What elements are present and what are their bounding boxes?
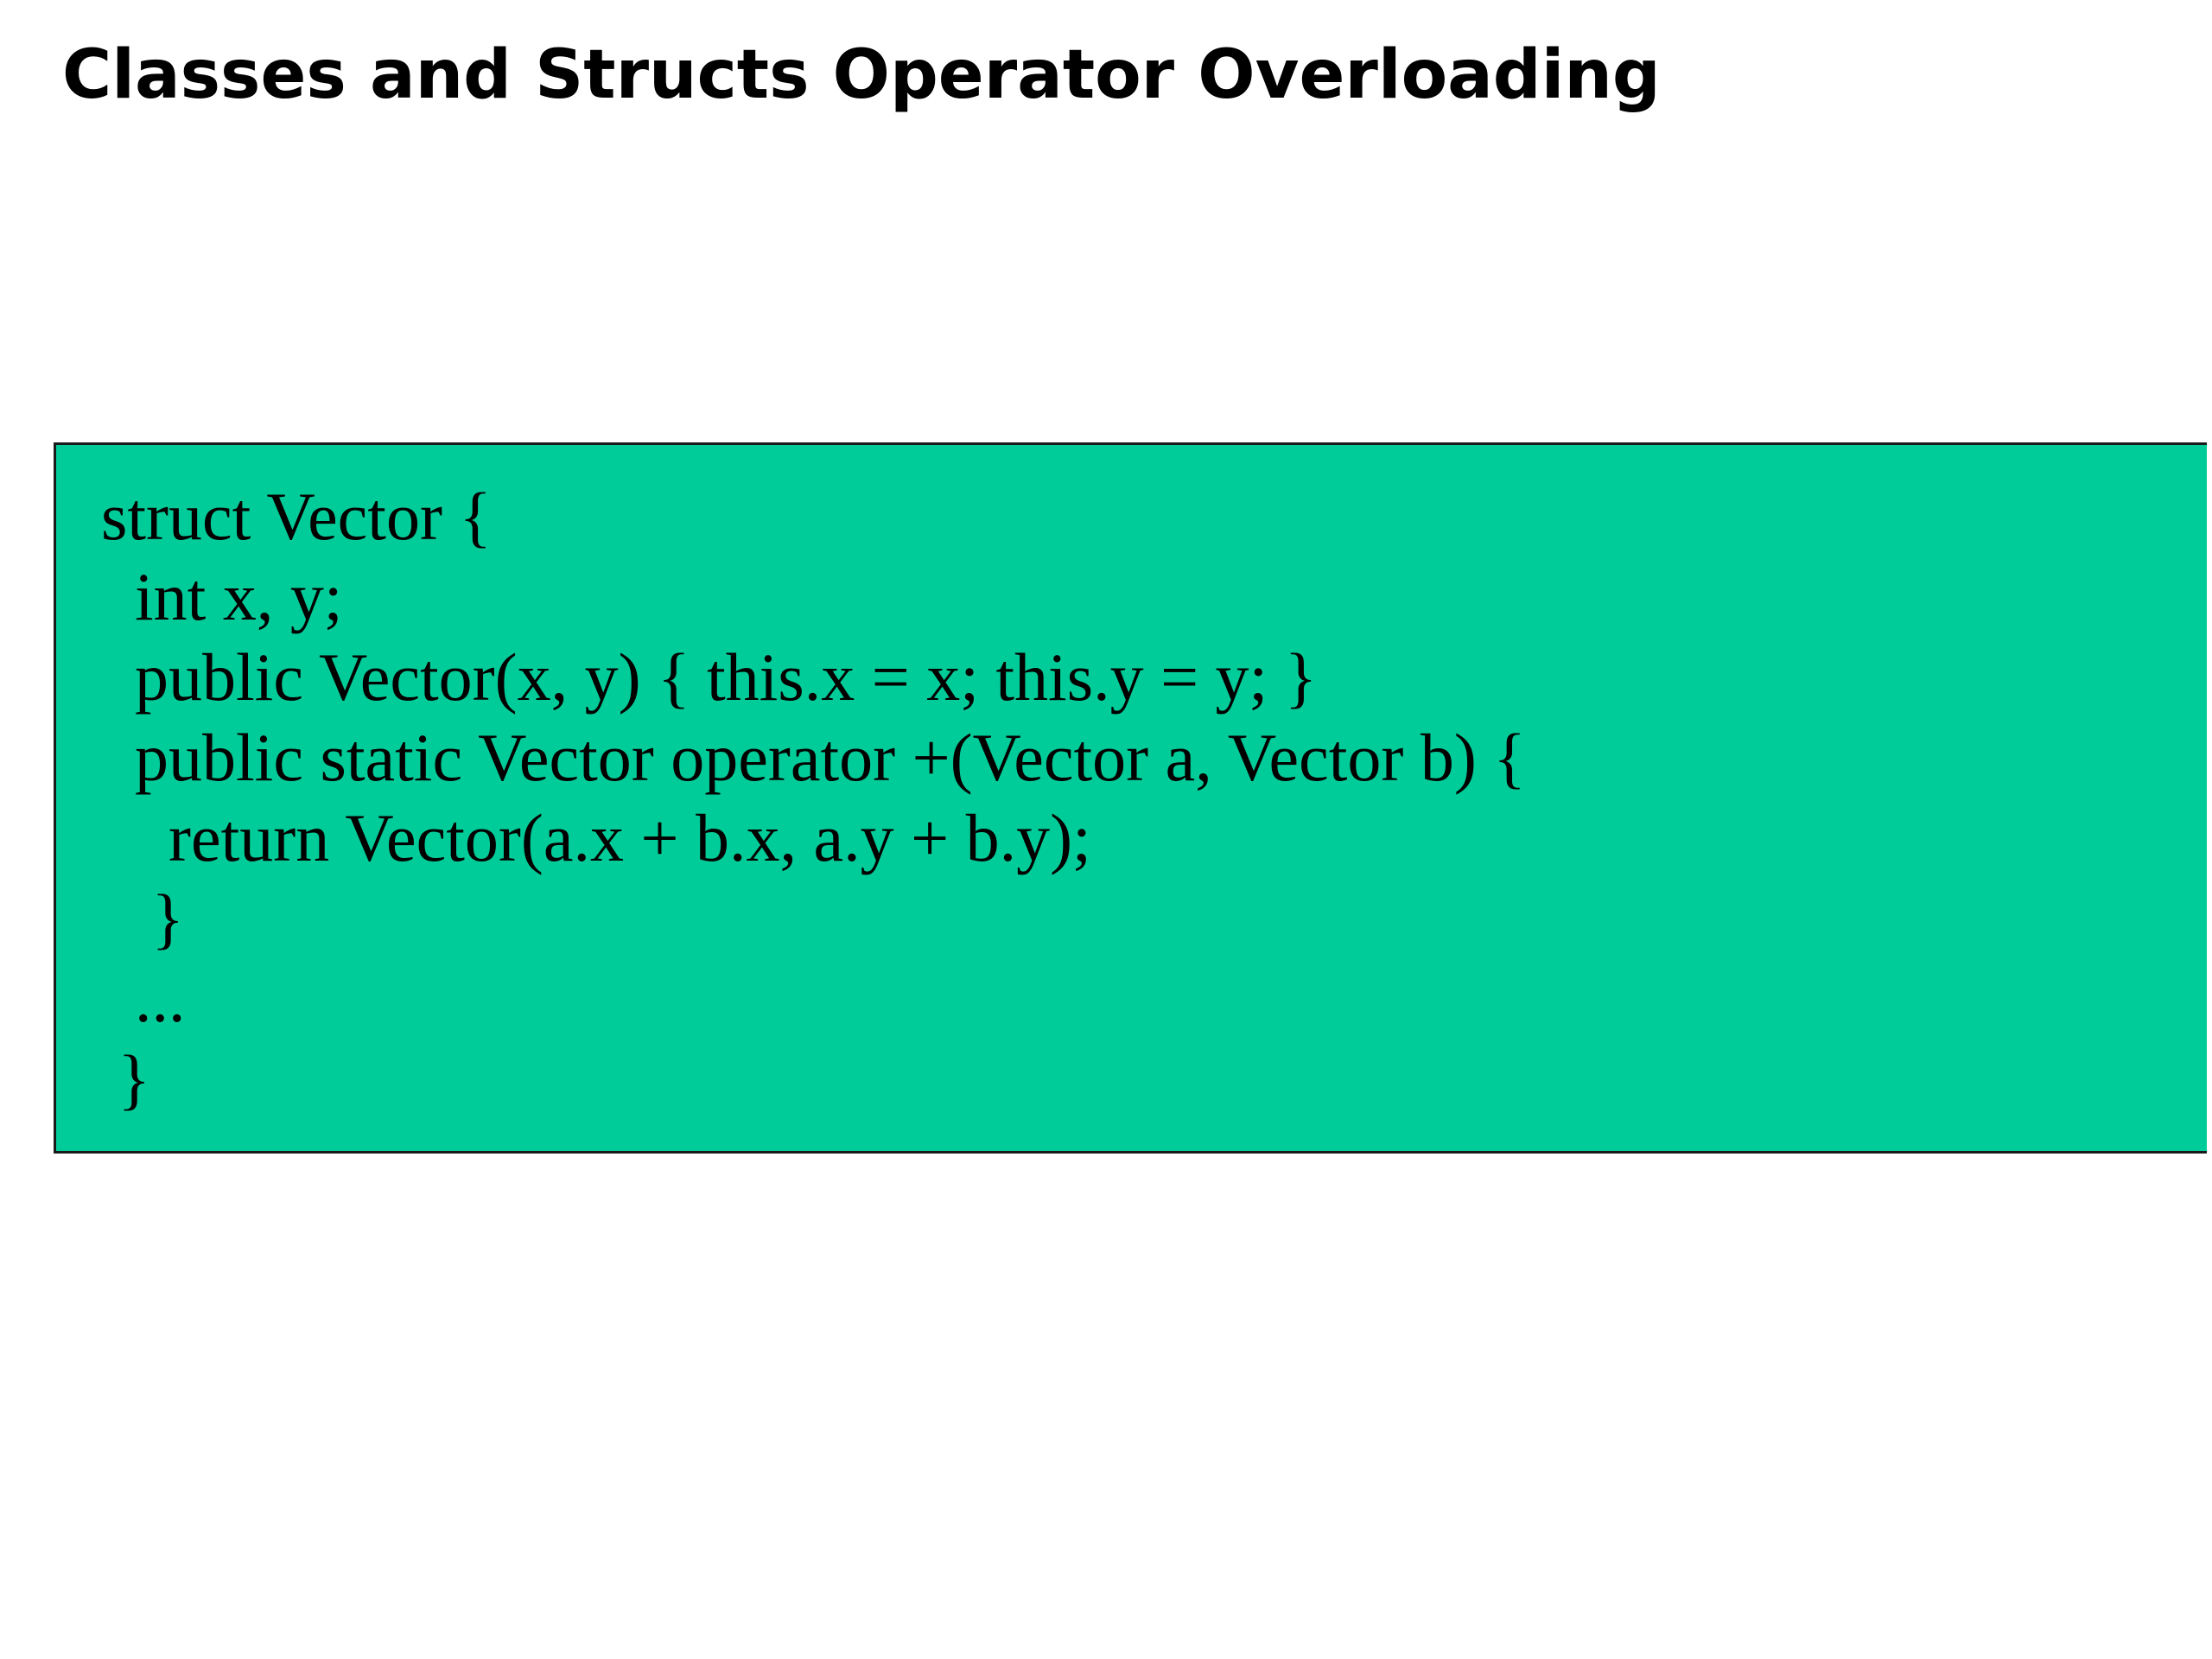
slide-title: Classes and Structs Operator Overloading	[62, 36, 1661, 114]
code-line: }	[101, 880, 184, 956]
code-box	[54, 442, 2207, 1154]
code-line: return Vector(a.x + b.x, a.y + b.y);	[101, 800, 1091, 875]
code-line: public Vector(x, y) { this.x = x; this.y = y; }	[101, 639, 1318, 715]
code-line: }	[101, 1041, 150, 1116]
code-line: public static Vector operator +(Vector a, Vector b) {	[101, 720, 1526, 795]
code-line: int x, y;	[101, 559, 343, 634]
code-line: ...	[101, 961, 186, 1036]
code-line: struct Vector {	[101, 479, 492, 554]
